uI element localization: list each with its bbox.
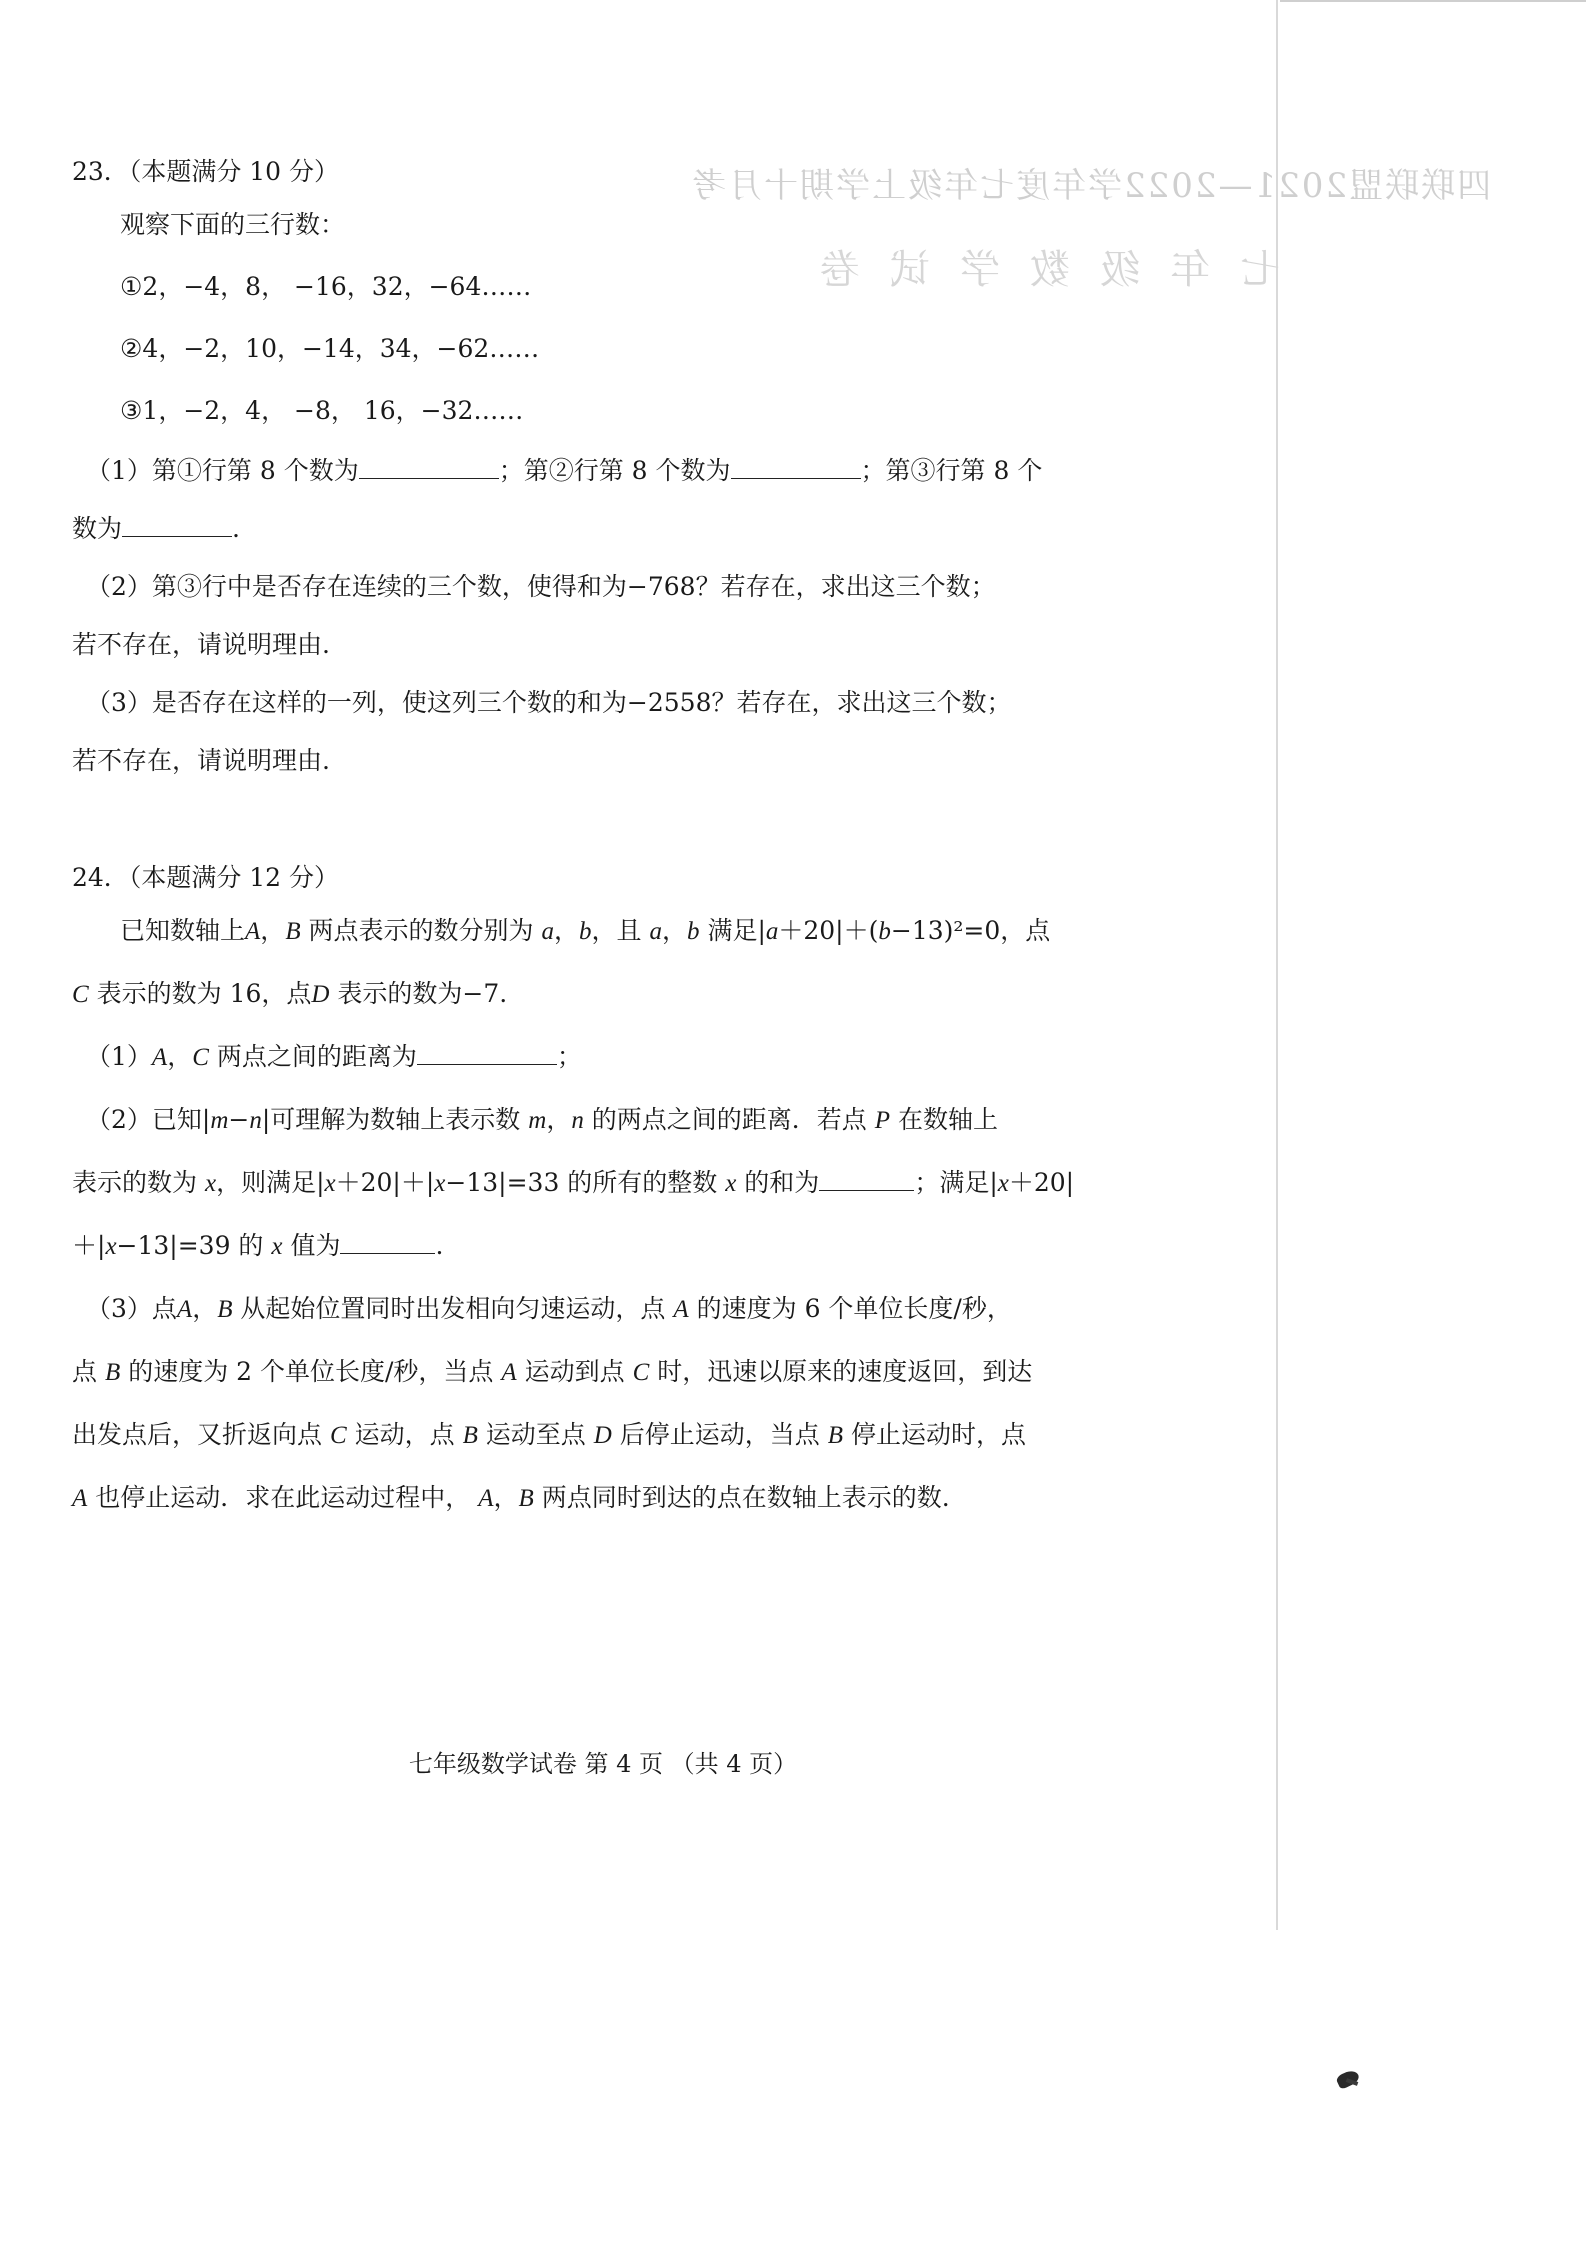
question-24 [72, 856, 1132, 1530]
answer-blank[interactable] [819, 1162, 914, 1191]
q24-part-2: （2）已知|m−n|可理解为数轴上表示数 m，n 的两点之间的距离．若点 P 在数轴上 表示的数为 x，则满足|x＋20|＋|x−13|=33 的所有的整数 x 的和为 ；满足|x＋20| ＋|x−13|=39 的 x 值为 . [72, 1105, 1075, 1260]
q24-part-1: （1）A，C 两点之间的距离为 ； [72, 1026, 1132, 1089]
question-23-header [72, 150, 1132, 194]
page-footer: 七年级数学试卷 第 4 页 （共 4 页） [408, 1750, 798, 1778]
question-24-header [72, 856, 1132, 900]
question-number: 24． [72, 863, 129, 892]
q23-row-2: ②4，−2，10，−14，34，−62…… [120, 334, 540, 363]
q24-stem: 已知数轴上A，B 两点表示的数分别为 a，b，且 a，b 满足|a＋20|＋(b−13)²=0，点 C 表示的数为 16，点D 表示的数为−7. [72, 916, 1051, 1008]
question-number: 23． [72, 157, 129, 186]
q23-part-3: （3）是否存在这样的一列，使这列三个数的和为−2558？若存在，求出这三个数； 若不存在，请说明理由. [72, 688, 1012, 775]
bleed-through-subtitle: 七年级数学试卷 [790, 247, 1280, 293]
question-score: （本题满分 10 分） [128, 157, 340, 186]
q23-intro: 观察下面的三行数： [120, 210, 346, 239]
q23-part-2: （2）第③行中是否存在连续的三个数，使得和为−768？若存在，求出这三个数； 若不存在，请说明理由. [72, 572, 996, 659]
answer-blank[interactable] [340, 1225, 435, 1254]
answer-blank[interactable] [417, 1036, 557, 1065]
answer-blank[interactable] [731, 450, 861, 479]
q23-row-3: ③1，−2，4， −8， 16，−32…… [120, 396, 524, 425]
answer-blank[interactable] [122, 508, 232, 537]
exam-page [72, 150, 1132, 1530]
q23-part-1: （1）第①行第 8 个数为 ；第②行第 8 个数为 ；第③行第 8 个 数为 . [72, 442, 1132, 558]
q24-part-3: （3）点A，B 从起始位置同时出发相向匀速运动，点 A 的速度为 6 个单位长度/秒， 点 B 的速度为 2 个单位长度/秒，当点 A 运动到点 C 时，迅速以原来的速度返回，到达 出发点后，又折返向点 C 运动，点 B 运动至点 D 后停止运动，当点 B 停止运动时，点 A 也停止运动．求在此运动过程中， A，B 两点同时到达的点在数轴上表示的数. [72, 1294, 1033, 1512]
question-23 [72, 150, 1132, 790]
q23-row-1: ①2，−4，8， −16，32，−64…… [120, 272, 532, 301]
answer-blank[interactable] [359, 450, 499, 479]
bleed-through-title: 四联联盟2021—2022学年度七年级上学期十月考 [690, 166, 1492, 206]
scan-edge-top [1280, 0, 1586, 2]
question-score: （本题满分 12 分） [128, 863, 340, 892]
